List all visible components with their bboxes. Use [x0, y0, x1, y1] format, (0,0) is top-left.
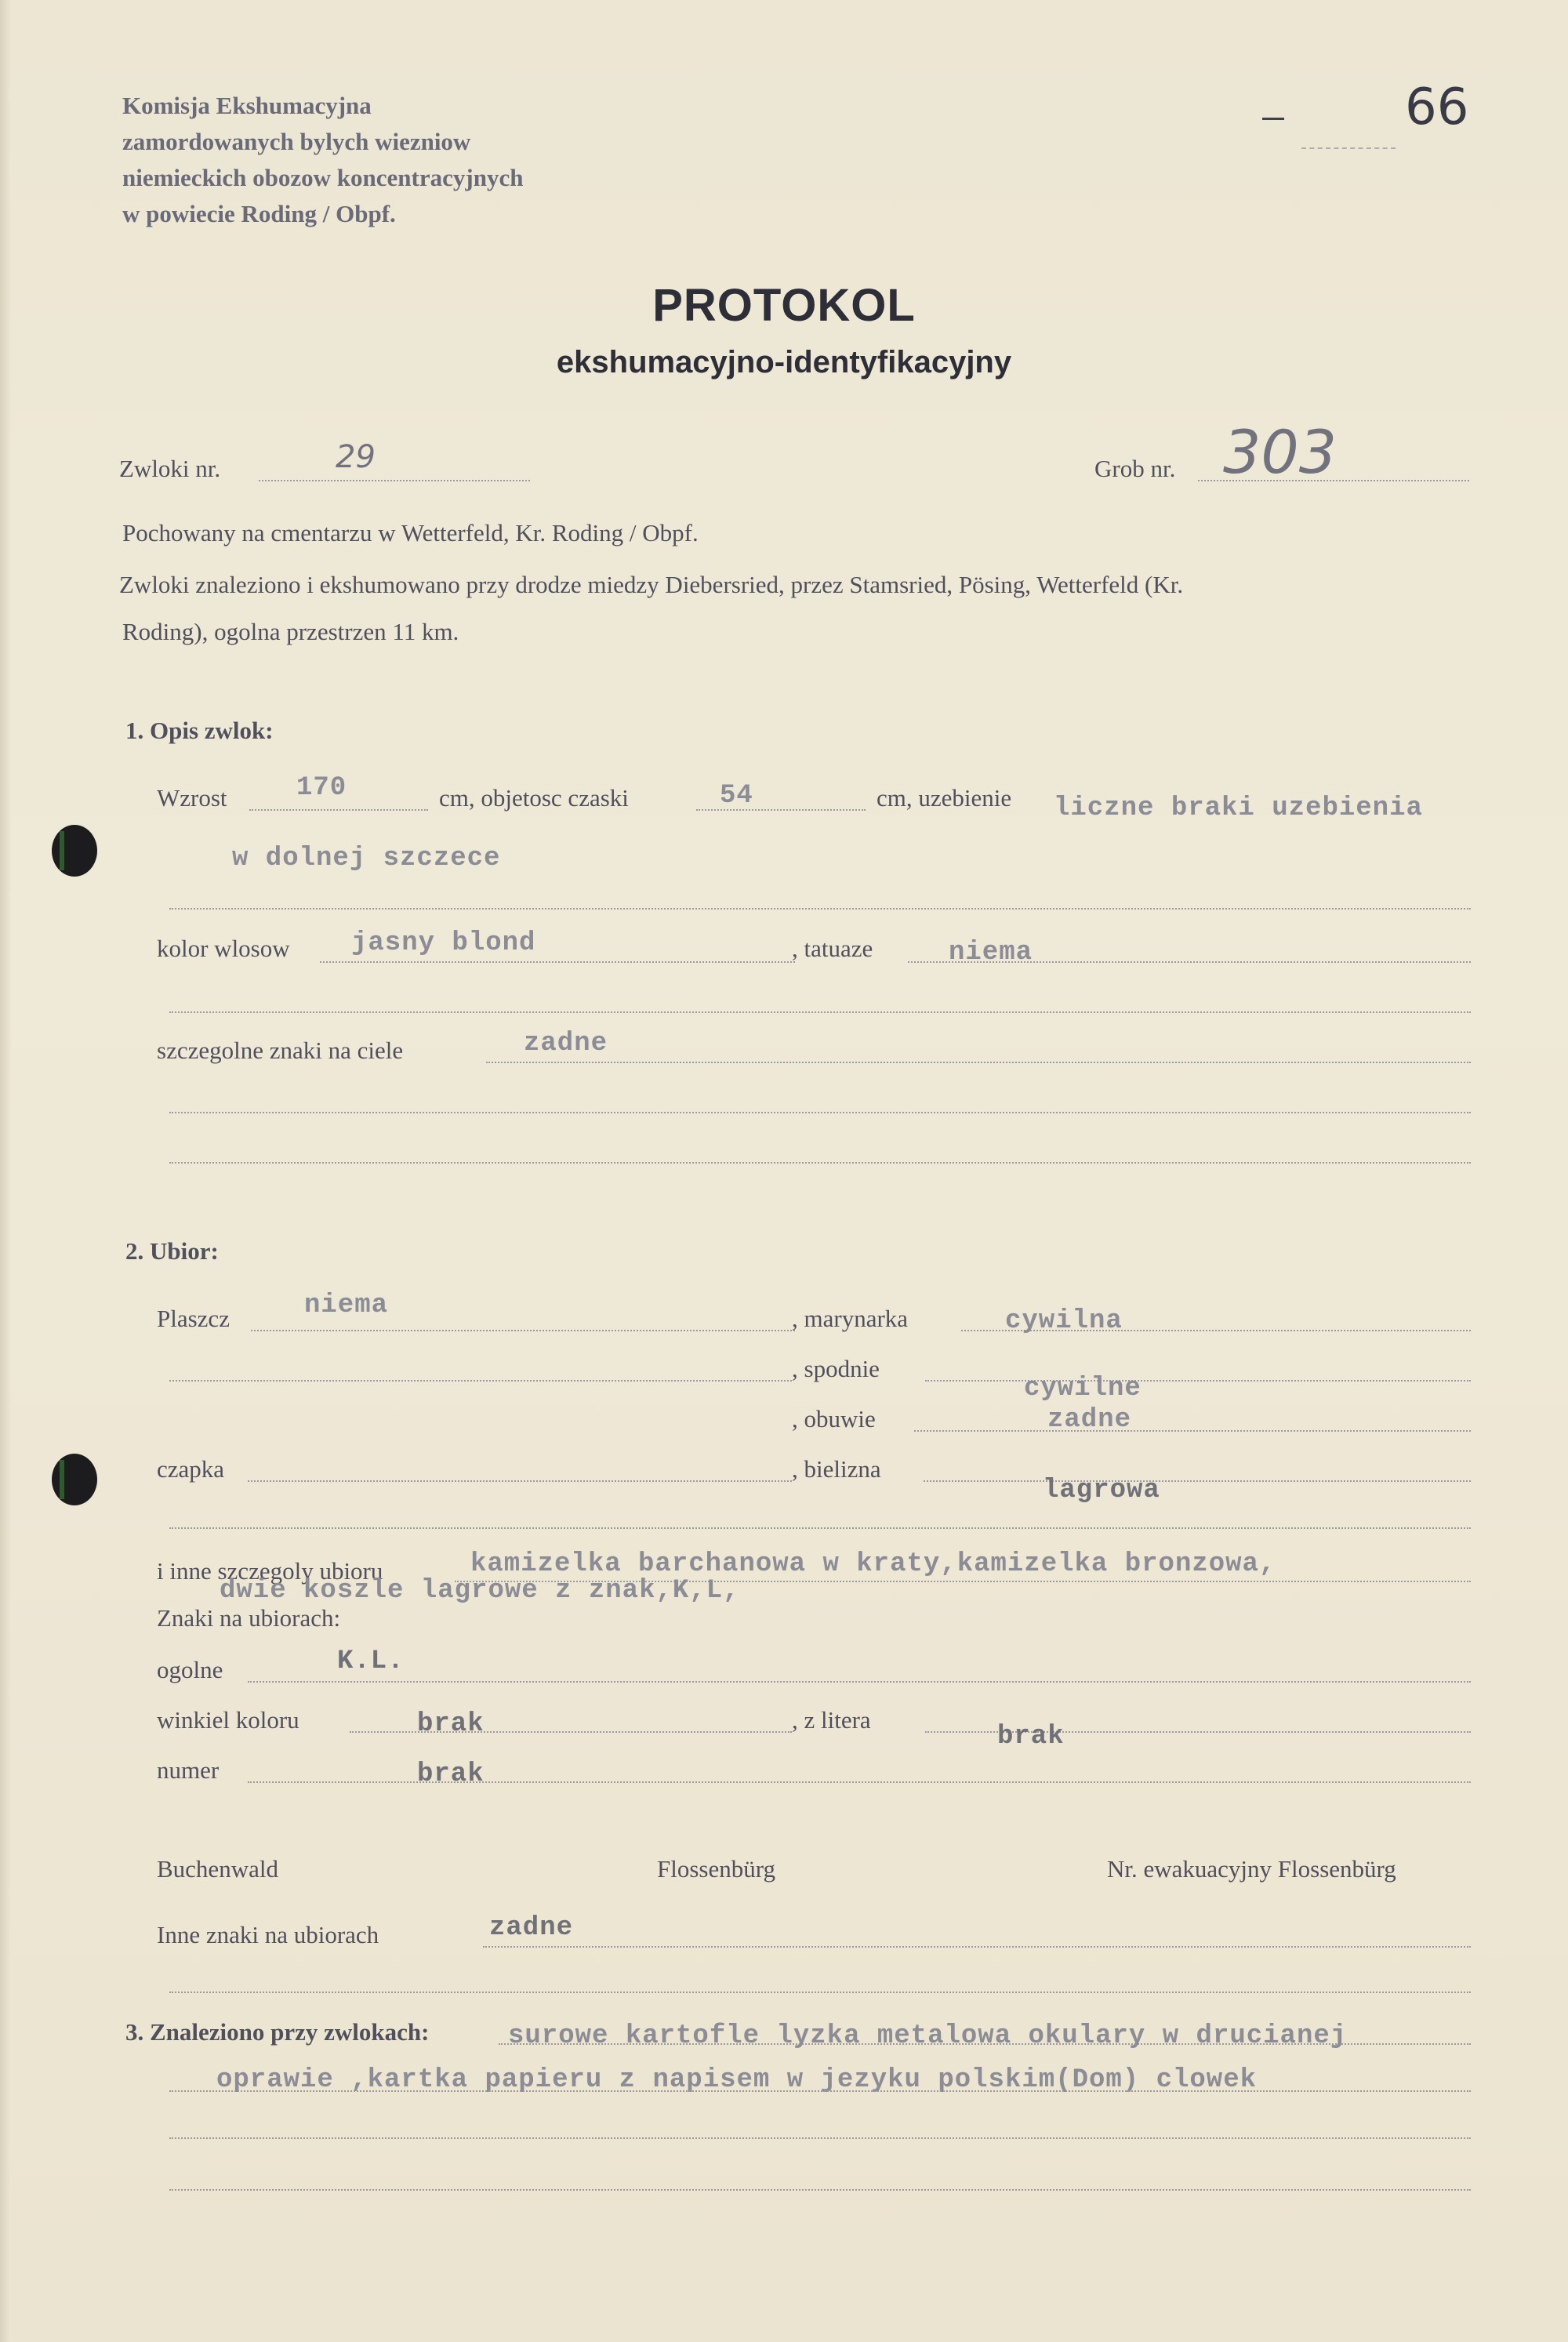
burial-line-1: Pochowany na cmentarzu w Wetterfeld, Kr. Roding / Obpf. [122, 519, 699, 546]
winkiel-value: brak [417, 1709, 485, 1739]
org-line-1: Komisja Ekshumacyjna [122, 92, 372, 119]
ogolne-value: K.L. [337, 1647, 405, 1676]
plaszcz-line [251, 1330, 795, 1331]
marynarka-label: , marynarka [792, 1305, 909, 1332]
line-row-5 [169, 1527, 1471, 1529]
czaszka-value: 54 [720, 781, 753, 811]
line-row-7 [169, 2090, 1471, 2092]
inne-znaki-line [483, 1946, 1471, 1948]
zwloki-line [259, 480, 530, 481]
ogolne-label: ogolne [157, 1656, 223, 1683]
kolor-wlosow-label: kolor wlosow [157, 935, 290, 962]
obuwie-value: zadne [1047, 1405, 1132, 1435]
line-row-1 [169, 908, 1471, 910]
znaki-na-ciele-label: szczegolne znaki na ciele [157, 1037, 404, 1064]
inne-szczegoly-label: i inne szczegoly ubioru [157, 1557, 383, 1585]
organization-header [122, 88, 523, 232]
wzrost-line [249, 809, 428, 811]
znaki-na-ciele-value: zadne [524, 1029, 608, 1058]
line-row-3 [169, 1112, 1471, 1113]
stamp-mark [1262, 118, 1284, 120]
bielizna-label: , bielizna [792, 1455, 881, 1483]
wzrost-value: 170 [296, 773, 347, 803]
org-line-4: w powiecie Roding / Obpf. [122, 200, 396, 227]
ogolne-line [248, 1681, 1471, 1683]
org-line-2: zamordowanych bylych wiezniow [122, 128, 471, 155]
czapka-label: czapka [157, 1455, 225, 1483]
document-subtitle: ekshumacyjno-identyfikacyjny [556, 345, 1012, 379]
inne-szczegoly-value-2: dwie koszle lagrowe z znak,K,L, [220, 1576, 740, 1606]
line-row-6 [169, 1992, 1471, 1993]
tatuaze-value: niema [949, 938, 1033, 968]
kolor-line [320, 961, 795, 963]
marynarka-value: cywilna [1005, 1306, 1123, 1336]
znaleziono-value-1: surowe kartofle lyzka metalowa okulary w drucianej [508, 2021, 1348, 2051]
grob-value: 303 [1223, 417, 1338, 487]
grob-label: Grob nr. [1094, 455, 1176, 482]
line-row-9 [169, 2189, 1471, 2191]
binder-hole-top [52, 825, 97, 877]
znaki-line [486, 1062, 1471, 1063]
section2-heading: 2. Ubior: [125, 1237, 219, 1265]
line-row-8 [169, 2137, 1471, 2139]
spodnie-value: cywilne [1024, 1374, 1142, 1403]
obuwie-line [914, 1430, 1471, 1432]
line-row-2 [169, 1011, 1471, 1013]
z-litera-value: brak [997, 1722, 1065, 1752]
nr-ewakuacyjny-label: Nr. ewakuacyjny Flossenbürg [1107, 1855, 1396, 1883]
spodnie-label: , spodnie [792, 1355, 880, 1382]
page-number: 66 [1405, 78, 1469, 136]
buchenwald-label: Buchenwald [157, 1855, 278, 1883]
znaleziono-value-2: oprawie ,kartka papieru z napisem w jezyku polskim(Dom) clowek [216, 2065, 1258, 2095]
org-line-3: niemieckich obozow koncentracyjnych [122, 164, 524, 191]
bielizna-line [924, 1480, 1471, 1482]
stamp-dashes [1301, 147, 1396, 149]
section1-heading: 1. Opis zwlok: [125, 717, 274, 744]
bielizna-value: lagrowa [1043, 1476, 1160, 1505]
spodnie-left-line [169, 1380, 792, 1382]
tatuaze-label: , tatuaze [792, 935, 873, 962]
uzebienie-value-2: w dolnej szczece [232, 844, 501, 873]
cm-objetosc-label: cm, objetosc czaski [439, 784, 629, 812]
winkiel-label: winkiel koloru [157, 1706, 299, 1734]
zwloki-label: Zwloki nr. [119, 455, 221, 482]
plaszcz-value: niema [304, 1291, 389, 1320]
burial-line-2: Zwloki znaleziono i ekshumowano przy drodze miedzy Diebersried, przez Stamsried, Pösing, Wetterfeld (Kr. [119, 571, 1184, 598]
numer-label: numer [157, 1756, 220, 1784]
document-title: PROTOKOL [652, 280, 916, 331]
line-row-4 [169, 1162, 1471, 1164]
inne-znaki-value: zadne [489, 1913, 574, 1943]
z-litera-label: , z litera [792, 1706, 871, 1734]
inne-szczegoly-value: kamizelka barchanowa w kraty,kamizelka bronzowa, [470, 1549, 1276, 1579]
flossenburg-label: Flossenbürg [657, 1855, 776, 1883]
cm-uzebienie-label: cm, uzebienie [877, 784, 1012, 812]
czapka-line [248, 1480, 792, 1482]
zwloki-value: 29 [336, 439, 376, 475]
uzebienie-value: liczne braki uzebienia [1054, 793, 1423, 823]
plaszcz-label: Plaszcz [157, 1305, 230, 1332]
znaki-na-ubiorach-label: Znaki na ubiorach: [157, 1604, 341, 1632]
binder-hole-bottom [52, 1454, 97, 1505]
kolor-wlosow-value: jasny blond [351, 928, 536, 958]
burial-line-3: Roding), ogolna przestrzen 11 km. [122, 618, 459, 645]
numer-value: brak [417, 1759, 485, 1789]
section3-heading: 3. Znaleziono przy zwlokach: [125, 2018, 430, 2046]
wzrost-label: Wzrost [157, 784, 227, 812]
obuwie-label: , obuwie [792, 1405, 876, 1432]
winkiel-line [350, 1731, 792, 1733]
spodnie-line [925, 1380, 1471, 1382]
inne-znaki-label: Inne znaki na ubiorach [157, 1921, 379, 1948]
